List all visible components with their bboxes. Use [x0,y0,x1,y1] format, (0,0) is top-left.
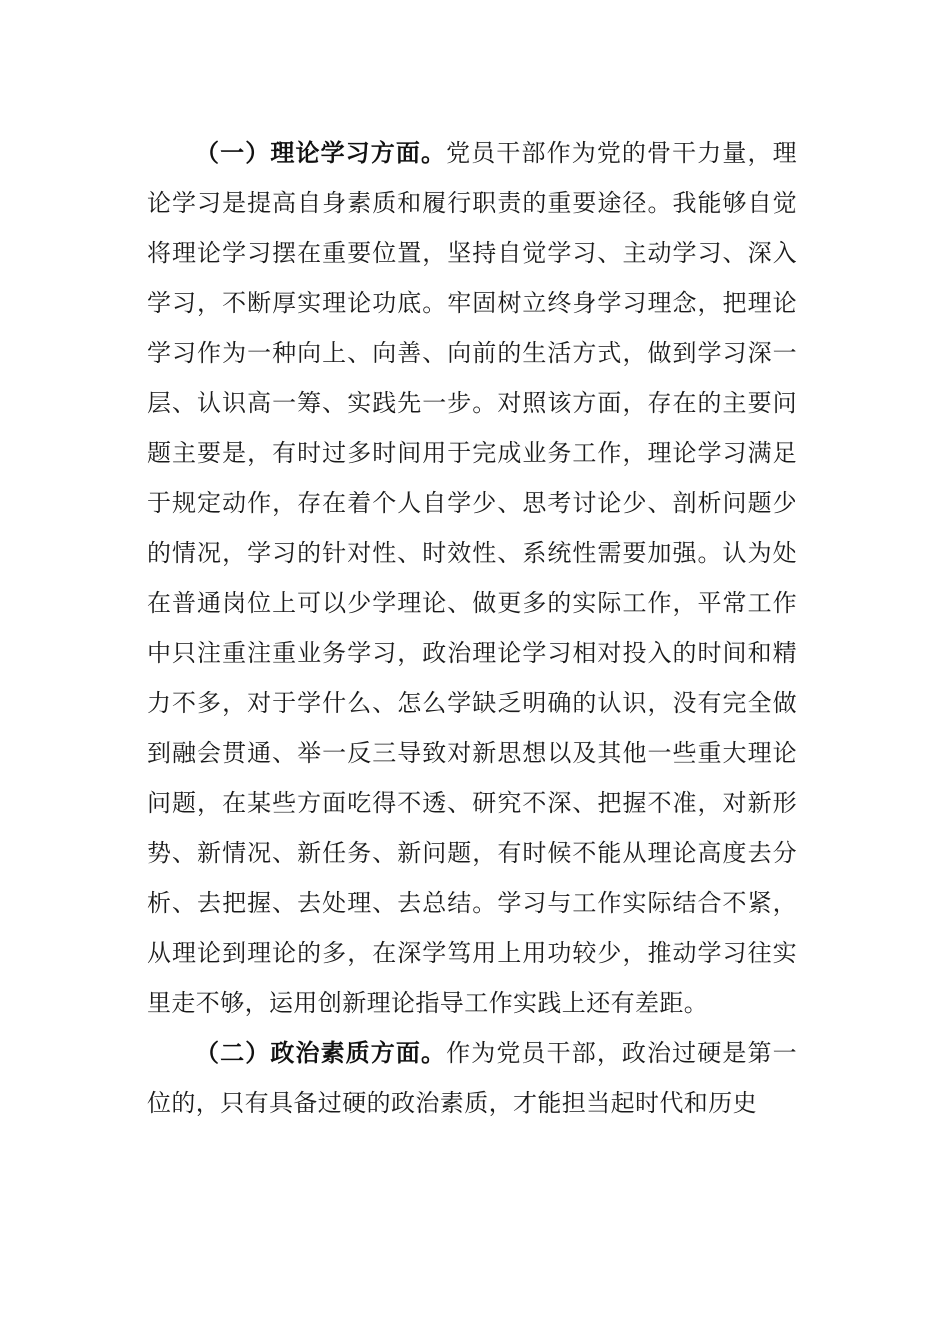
paragraph-theory-study [147,128,797,1028]
document-body [147,128,797,1128]
paragraph-political-quality [147,1028,797,1128]
paragraph-text: 作为党员干部，政治过硬是第一位的，只有具备过硬的政治素质，才能担当起时代和历史 [147,1039,798,1117]
paragraph-heading: （二）政治素质方面。 [195,1038,447,1067]
paragraph-text: 党员干部作为党的骨干力量，理论学习是提高自身素质和履行职责的重要途径。我能够自觉将理论学习摆在重要位置，坚持自觉学习、主动学习、深入学习，不断厚实理论功底。牢固树立终身学习理念，把理论学习作为一种向上、向善、向前的生活方式，做到学习深一层、认识高一筹、实践先一步。对照该方面，存在的主要问题主要是，有时过多时间用于完成业务工作，理论学习满足于规定动作，存在着个人自学少、思考讨论少、剖析问题少的情况，学习的针对性、时效性、系统性需要加强。认为处在普通岗位上可以少学理论、做更多的实际工作，平常工作中只注重注重业务学习，政治理论学习相对投入的时间和精力不多，对于学什么、怎么学缺乏明确的认识，没有完全做到融会贯通、举一反三导致对新思想以及其他一些重大理论问题，在某些方面吃得不透、研究不深、把握不准，对新形势、新情况、新任务、新问题，有时候不能从理论高度去分析、去把握、去处理、去总结。学习与工作实际结合不紧，从理论到理论的多，在深学笃用上用功较少，推动学习往实里走不够，运用创新理论指导工作实践上还有差距。 [147,139,798,1017]
paragraph-heading: （一）理论学习方面。 [195,138,447,167]
